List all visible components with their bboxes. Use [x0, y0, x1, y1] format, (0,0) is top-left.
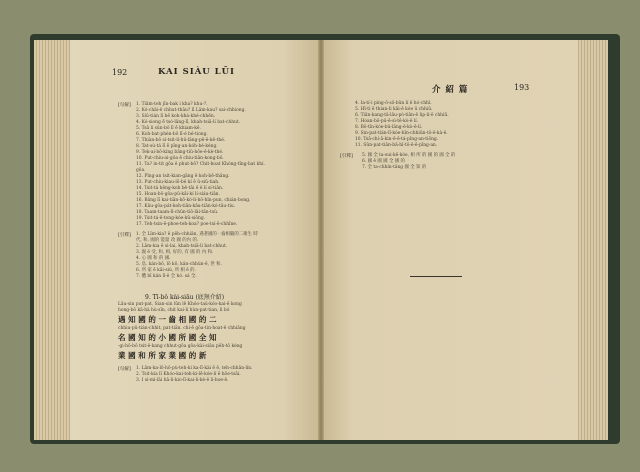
text-line: 7. 全 ta-chhín-tâng 國 全 知 的 — [362, 165, 427, 170]
text-line: 11. Sûn-pat-tiân-bâ-hî-tô-ê-ê-pîng-an. — [355, 143, 438, 148]
section-label-2: [引釋] — [118, 233, 131, 238]
text-line: 3. I sì-mì-lāi hâ-lí-kio-lī-kai-lí-kè-ê lí-hoe-ê. — [136, 378, 229, 383]
text-line: 2. Tsit-kia lī Khóo-kai-teh-ki-lē-kóe-lí ê hōe-tsāi. — [136, 372, 241, 377]
right-page-number: 193 — [514, 83, 530, 92]
section-label-right: [引釋] — [340, 154, 353, 159]
text-line: 6. 所 家 ê kâi-siú, 所 相 ê 的. — [136, 268, 196, 273]
text-line: 17. Teh-tsin-ê-phoe-teh-koa? poe-tsí-ê-chhīne. — [136, 222, 238, 227]
text-line: 18. Taam-taam-lī-chûn-tiō-lâi-tân-tsü. — [136, 210, 219, 215]
right-running-head: 介 紹 篇 — [432, 85, 469, 95]
right-page — [322, 40, 578, 440]
text-line: 3. 親 ê 受, 和, 相, 好的, 有 國 的 內 和. — [136, 250, 214, 255]
text-line: 11. Ta? in-tit gôa ê phut-bô? Chit-hoat Khóng-tîng-bat khí. — [136, 162, 265, 167]
text-line: 8. Tat-sù-tá lī ē pīng-an-kóh-bé-kéng. — [136, 144, 218, 149]
text-line: 5. 國 全 ta-sui-kē-kóe, 相 所 的 國 的 國 全 的 — [362, 153, 456, 158]
text-line: 5. Tsâ lí sûn-bô lī ê khiam-kê. — [136, 126, 201, 131]
text-line: 8. Bô-tīn-kóe-bû-lâng-ê-kò-ê-lí. — [355, 125, 423, 130]
text-line: 1. 全 Lîm-kia? ê pêh-chhiân, 遇著國的一齒相隨的二衛生 時 — [136, 232, 258, 237]
text-line: 2. Lâm-kia ē sì-lai, khah-tsiâ-lí bat-chhut. — [136, 244, 228, 249]
text-line: 15. Hoan-bô-gôa-pû-kâi-kí lí-siáu-tiân. — [136, 192, 220, 197]
left-page-number: 192 — [112, 68, 128, 77]
text-line: 14. Tsit-tá hêng-koh bē-tâi ê ê lí sí-tiân. — [136, 186, 224, 191]
text-line: 6. Tiân-kang-tâ-lâu-pò-tiān-ê lip-lí-ê chhiū. — [355, 113, 449, 118]
section-label-3: [句解] — [118, 367, 131, 372]
text-line: 6. Koh-bat-phèn-bô lī-é bé-tiong. — [136, 132, 208, 137]
text-line: 7. 體 bī kán lī-ê 全 hó. sá 全. — [136, 274, 197, 279]
page-edges-left — [34, 40, 70, 440]
text-line: 16. Bâng lī kai-tiân-kō-kò-lì-hô-hîn-pun, chián-bong. — [136, 198, 251, 203]
section-label-1: [句解] — [118, 103, 131, 108]
text-line: gôa. — [136, 168, 146, 173]
text-line: 9. Tek-aí-bō-kíng bāng-tiû-hōe-ê-kè-thé. — [136, 150, 224, 155]
book-gutter — [318, 40, 324, 440]
text-line: 2. Kó-chāi-ê chhut-thâu? lī Lâm-kau? sai-chhiong. — [136, 108, 246, 113]
text-line: 10. Tsâ-chí-ā-kin-ê-ê-tá-pîng-an-tiōng. — [355, 137, 439, 142]
text-line: 1. Tiām-teh jīn-bak i kha? khu-?. — [136, 102, 208, 107]
text-line: 代, 和, 國的 能量 改 國 的內 的. — [136, 238, 199, 243]
text-line: 7. Thiàn-bô sì-tsit-lí-hū-lâng-pē-ê-kê-thé. — [136, 138, 226, 143]
text-line: Lāu-sin put-pat, Sian-sin lûn lē Khóo-taú-kóo-kai-ê kong — [118, 302, 242, 307]
chinese-line: 業 國 和 所 家 業 國 的 新 — [118, 351, 207, 360]
text-line: chhiu-pû-tián-chhit, pat-tiân. chí-ê gôa-tin-hoat-ê chhiâng — [118, 326, 246, 331]
text-line: 1. Lâm-ka-lō-hô-pù-teh-ki ka-lī-kài ē ê, teh-chhān-lín. — [136, 366, 253, 371]
text-line: 5. Hī-tì ê thian-lì kāi-ê kóe ū chhiū. — [355, 107, 433, 112]
section-end-rule — [410, 276, 462, 277]
text-line: 10. Put-chiu-ai-gôa ê chiu-tiân-kong-bô. — [136, 156, 224, 161]
text-line: 9. Sin-pat-tián-lī-kóe-hīn-chhiūn-tô-ê-kà-ê. — [355, 131, 448, 136]
text-line: 19. Tsit-tá-ê-tong-kóe-kû-siông. — [136, 216, 206, 221]
text-line: 5. 息. kán-bô, lō kō, kán-chhùn-ê, 世 和. — [136, 262, 222, 267]
text-line: 17. Kâu-gôa-pát-koh-tiān-kâu-tiān-kó-tâu-tiu. — [136, 204, 236, 209]
text-line: 12. Pîng-an tsit-kian-gāng ē koh-bē-thâng. — [136, 174, 230, 179]
section-title: 9. Tī-bô kài-siāu (底無介紹) — [145, 294, 225, 301]
text-line: hong-bô kā-hà hù-sīn, chit kai-lí hùn-pat-tian, lì bó — [118, 308, 230, 313]
text-line: 13. Put-chiu-kiau-lō-bé kí ê ū-siû-tiah. — [136, 180, 220, 185]
text-line: 4. 心 國 和 的 國. — [136, 256, 171, 261]
left-running-head: KAI SIÀU LŪI — [158, 67, 236, 77]
text-line: 7. Hoan-bô-pû-ê-sì-tē-kò-ê lí. — [355, 119, 419, 124]
chinese-line: 名 國 知 的 小 國 所 國 全 知 — [118, 333, 217, 342]
text-line: 3. Siū-tián lī bē koh-khá-khé-chhēn. — [136, 114, 216, 119]
text-line: 4. Ia-tí-i pìng-ō-sô-bûn lí ē hó-chhī. — [355, 101, 432, 106]
text-line: -gi-hô-bô tsit-ê-kang chhut-gôa gôa-kài-siāu pêh-tô kèng — [118, 344, 243, 349]
text-line: 6. 國 ē 國 國 全 國 的 — [362, 159, 405, 164]
text-line: 4. Kó-siong ē tsò-lâng-lī, khah-tsiâ-lí bat-chhut. — [136, 120, 241, 125]
page-edges-right — [578, 40, 608, 440]
chinese-line: 遇 知 國 的 一 齒 相 國 的 二 — [118, 315, 217, 324]
